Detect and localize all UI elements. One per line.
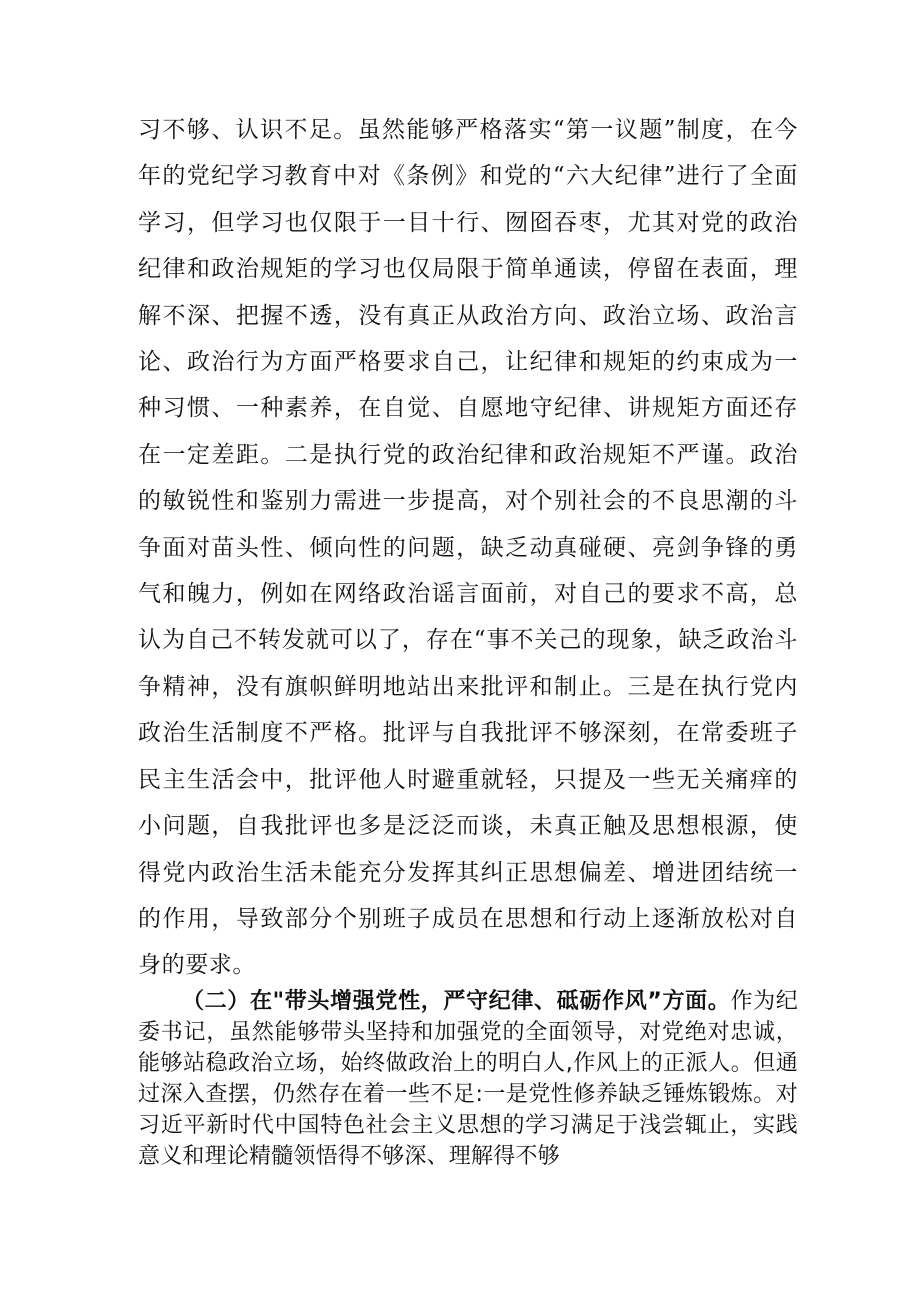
body-paragraph-1: 习不够、认识不足。虽然能够严格落实“第一议题”制度，在今年的党纪学习教育中对《条例》和党的“六大纪律”进行了全面学习，但学习也仅限于一目十行、囫囵吞枣，尤其对党的政治纪律和政治规矩的学习也仅局限于简单通读，停留在表面，理解不深、把握不透，没有真正从政治方向、政治立场、政治言论、政治行为方面严格要求自己，让纪律和规矩的约束成为一种习惯、一种素养，在自觉、自愿地守纪律、讲规矩方面还存在一定差距。二是执行党的政治纪律和政治规矩不严谨。政治的敏锐性和鉴别力需进一步提高，对个别社会的不良思潮的斗争面对苗头性、倾向性的问题，缺乏动真碰硬、亮剑争锋的勇气和魄力，例如在网络政治谣言面前，对自己的要求不高，总认为自己不转发就可以了，存在“事不关己的现象，缺乏政治斗争精神，没有旗帜鲜明地站出来批评和制止。三是在执行党内政治生活制度不严格。批评与自我批评不够深刻，在常委班子民主生活会中，批评他人时避重就轻，只提及一些无关痛痒的小问题，自我批评也多是泛泛而谈，未真正触及思想根源，使得党内政治生活未能充分发挥其纠正思想偏差、增进团结统一的作用，导致部分个别班子成员在思想和行动上逐渐放松对自身的要求。: [138, 117, 798, 979]
section-heading: （二）在"带头增强党性，严守纪律、砥砺作风”方面。: [182, 989, 731, 1014]
section-body-text: 作为纪委书记，虽然能够带头坚持和加强党的全面领导，对党绝对忠诚，能够站稳政治立场，始终做政治上的明白人,作风上的正派人。但通过深入查摆，仍然存在着一些不足:一是党性修养缺乏锤炼锻炼。对习近平新时代中国特色社会主义思想的学习满足于浅尝辄止，实践意义和理论精髓领悟得不够深、理解得不够: [138, 989, 798, 1169]
body-paragraph-2: [138, 986, 798, 1172]
